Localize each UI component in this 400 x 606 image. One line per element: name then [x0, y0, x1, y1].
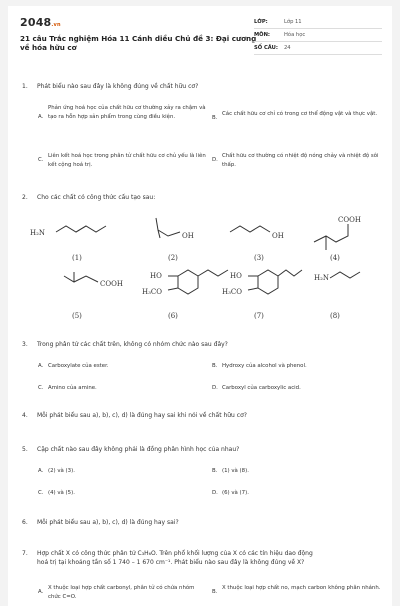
structure-6-label: (6) [168, 312, 178, 320]
q7-option-a[interactable]: A. X thuộc loại hợp chất carbonyl, phân tử có chứa nhóm chức C=O. [38, 585, 195, 600]
structures-figure [8, 206, 392, 356]
meta-row-class: LỚP: Lớp 11 [254, 16, 382, 29]
q3-option-a[interactable]: A. Carboxylate của ester. [38, 363, 109, 369]
question-7: 7. Hợp chất X có công thức phân tử C₃H₆O. Trên phổ khối lượng của X có các tín hiệu dao động hoá trị tại khoảng tần số 1 740 – 1 670 cm⁻¹. Phát biểu nào sau đây là không đúng về X? [22, 550, 313, 566]
structure-6-group-2: H₃CO [142, 288, 163, 296]
question-1: 1. Phát biểu nào sau đây là không đúng về chất hữu cơ? [22, 83, 199, 90]
site-logo[interactable]: 2048.vn [20, 16, 61, 29]
structure-3-label: (3) [254, 254, 264, 262]
structure-1-group: H₂N [30, 229, 46, 237]
q3-option-b[interactable]: B. Hydroxy của alcohol và phenol. [212, 363, 307, 369]
q1-option-a[interactable]: A. Phản ứng hoá học của chất hữu cơ thường xảy ra chậm và tạo ra hỗn hợp sản phẩm trong cùng điều kiện. [38, 105, 206, 120]
q5-option-b[interactable]: B. (1) và (8). [212, 468, 249, 474]
structure-2-label: (2) [168, 254, 178, 262]
question-4: 4. Mỗi phát biểu sau a), b), c), d) là đúng hay sai khi nói về chất hữu cơ? [22, 412, 247, 419]
document-meta [254, 16, 382, 55]
meta-row-count: SỐ CÂU: 24 [254, 42, 382, 55]
structure-8-group: H₂N [314, 274, 330, 282]
q7-option-b[interactable]: B. X thuộc loại hợp chất no, mạch carbon không phân nhánh. [212, 585, 381, 595]
structure-5-group: COOH [100, 280, 123, 288]
q5-option-c[interactable]: C. (4) và (5). [38, 490, 75, 496]
structure-4-label: (4) [330, 254, 340, 262]
structure-2-group: OH [182, 232, 194, 240]
structure-4-group: COOH [338, 216, 361, 224]
q3-option-c[interactable]: C. Amino của amine. [38, 385, 97, 391]
q5-option-a[interactable]: A. (2) và (3). [38, 468, 75, 474]
meta-row-subject: MÔN: Hóa học [254, 29, 382, 42]
question-3: 3. Trong phân tử các chất trên, không có nhóm chức nào sau đây? [22, 341, 228, 348]
structure-7-group-1: HO [230, 272, 242, 280]
q1-option-d[interactable]: D. Chất hữu cơ thường có nhiệt độ nóng chảy và nhiệt độ sôi thấp. [212, 153, 379, 168]
question-2: 2. Cho các chất có công thức cấu tạo sau: [22, 194, 156, 201]
q1-option-c[interactable]: C. Liên kết hoá học trong phân tử chất hữu cơ chủ yếu là liên kết cộng hoá trị. [38, 153, 206, 168]
q1-option-b[interactable]: B. Các chất hữu cơ chỉ có trong cơ thể động vật và thực vật. [212, 111, 378, 121]
structure-3-group: OH [272, 232, 284, 240]
q5-option-d[interactable]: D. (6) và (7). [212, 490, 249, 496]
structure-8-label: (8) [330, 312, 340, 320]
structure-5-label: (5) [72, 312, 82, 320]
structure-7-label: (7) [254, 312, 264, 320]
question-5: 5. Cặp chất nào sau đây không phải là đồng phân hình học của nhau? [22, 446, 240, 453]
document-page [8, 6, 392, 606]
page-title: 21 câu Trắc nghiệm Hóa 11 Cánh diều Chủ đề 3: Đại cương về hóa hữu cơ [20, 34, 257, 52]
structure-6-group-1: HO [150, 272, 162, 280]
q3-option-d[interactable]: D. Carboxyl của carboxylic acid. [212, 385, 301, 391]
question-6: 6. Mỗi phát biểu sau a), b), c), d) là đúng hay sai? [22, 519, 179, 526]
structure-1-label: (1) [72, 254, 82, 262]
structure-7-group-2: H₃CO [222, 288, 243, 296]
